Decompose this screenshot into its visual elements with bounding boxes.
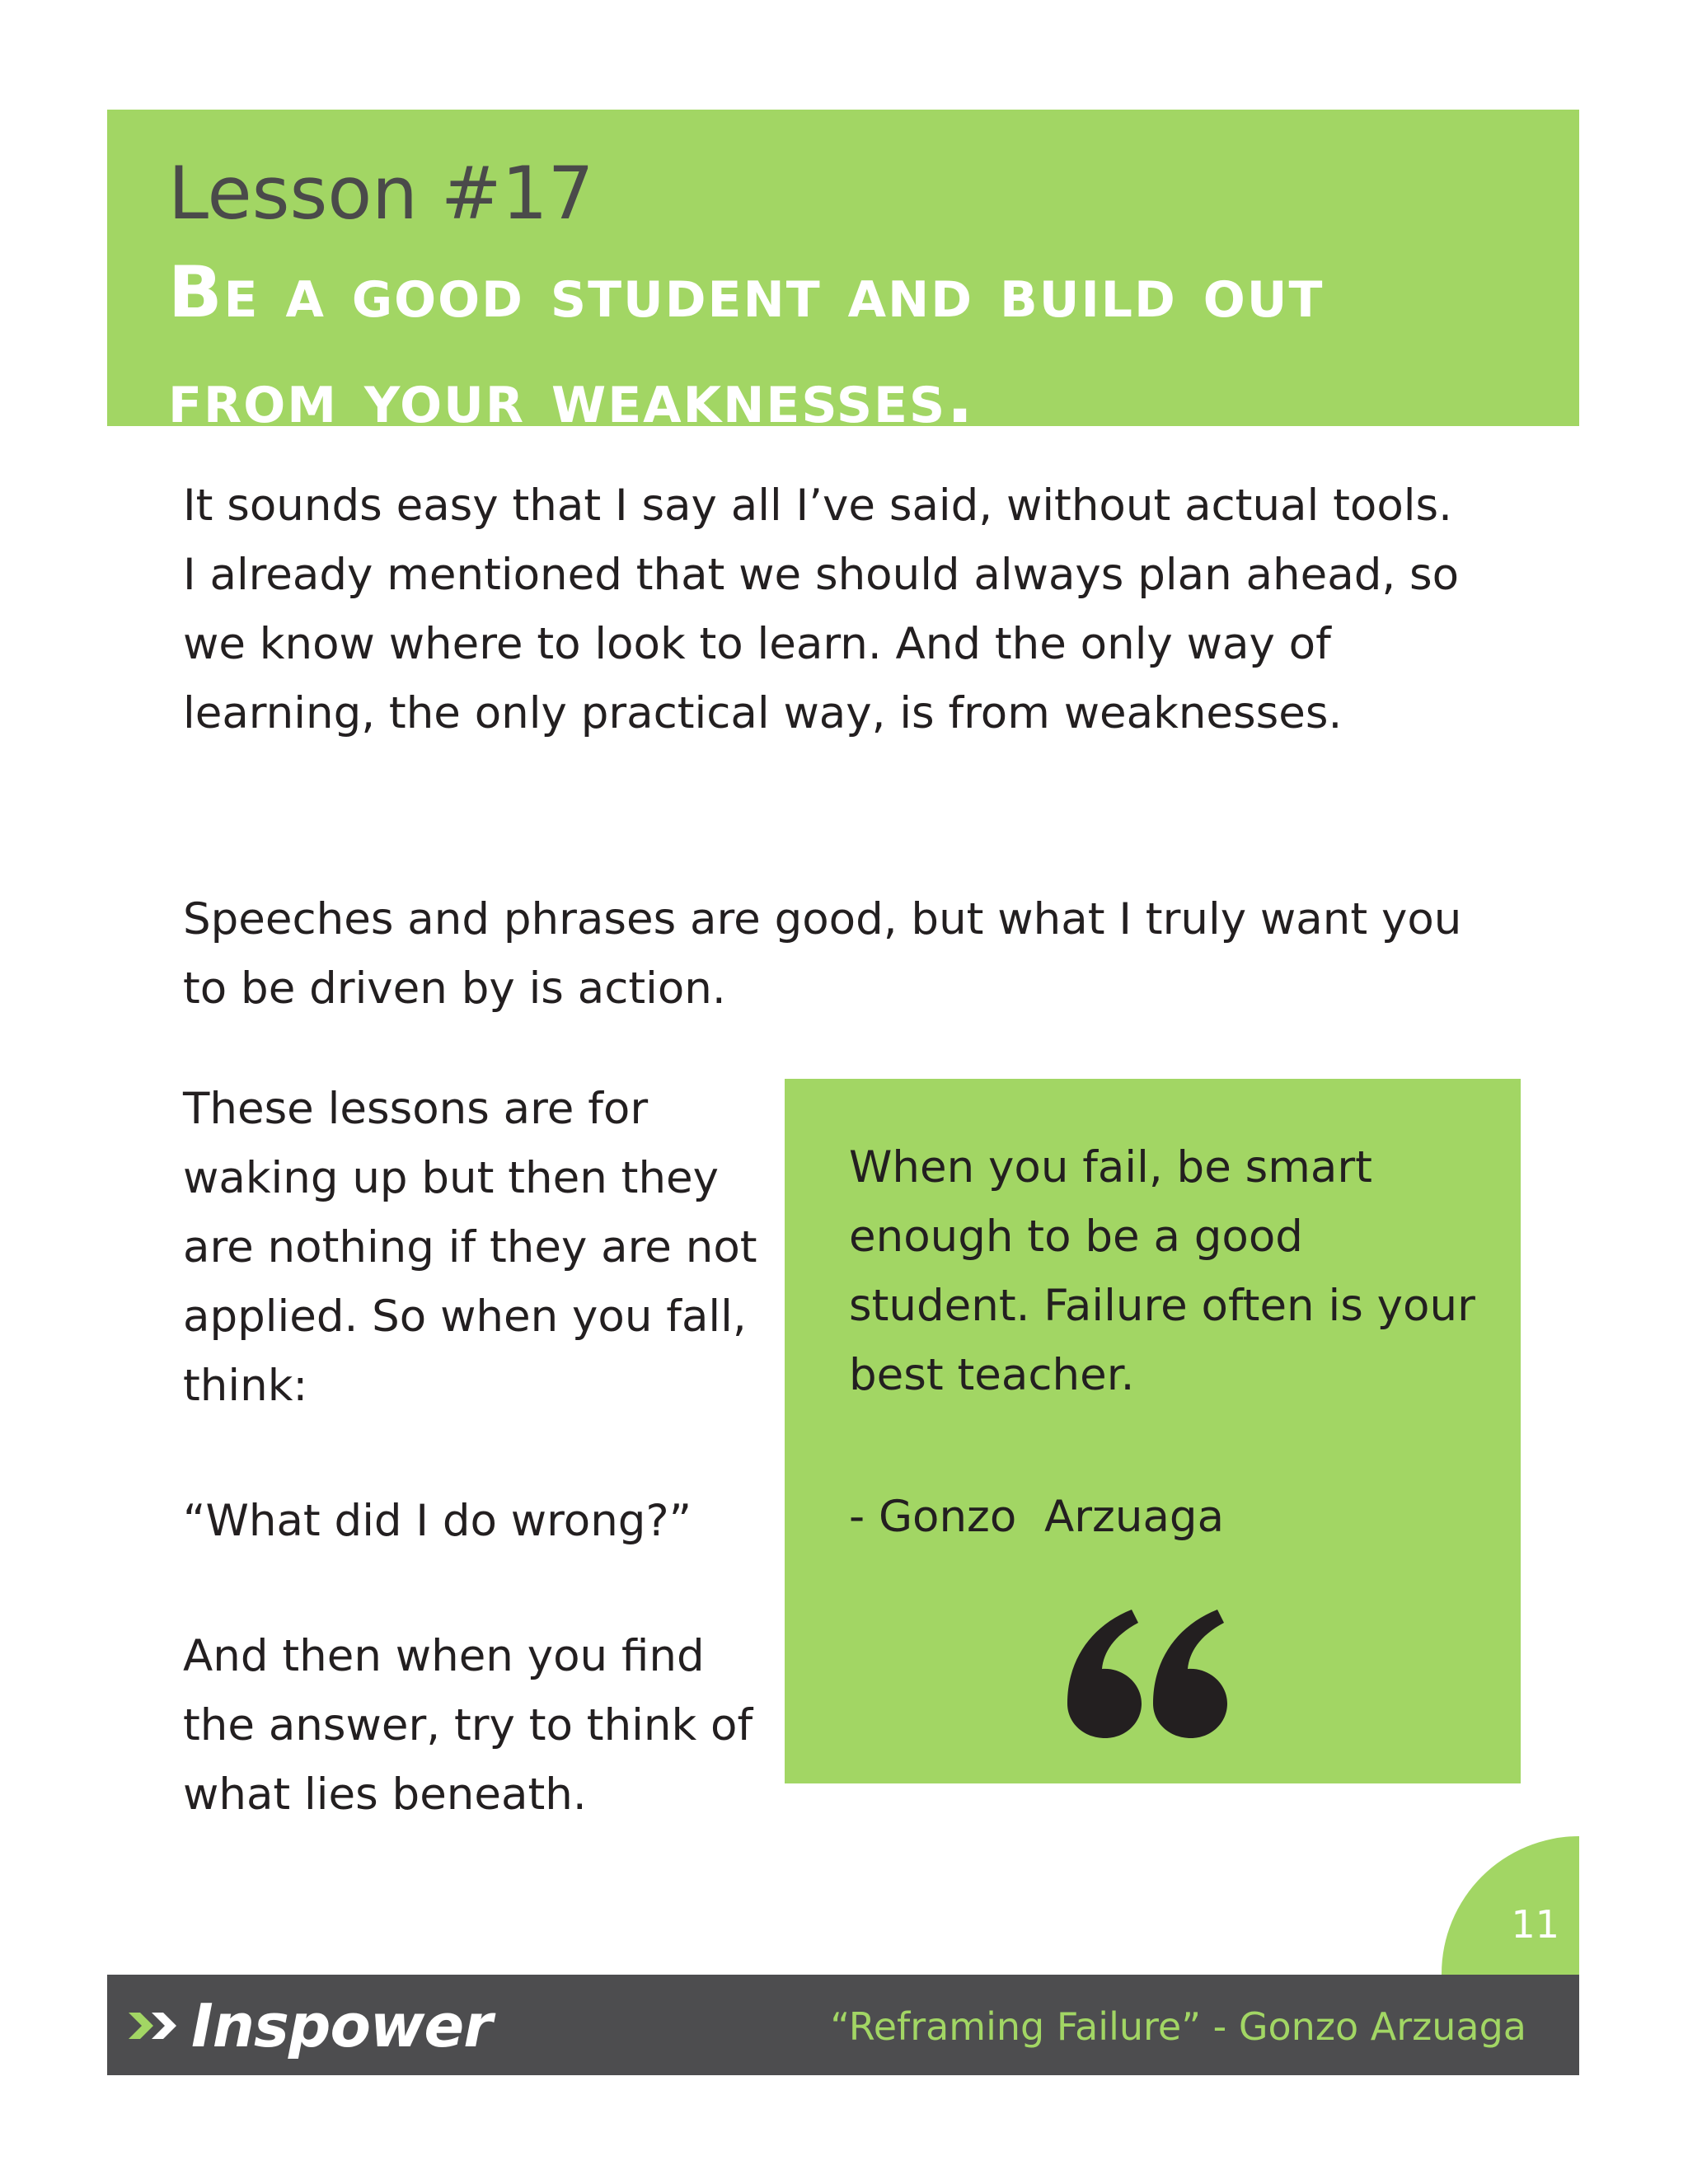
left-column-paragraph: And then when you find the answer, try to think of what lies beneath.	[183, 1631, 753, 1820]
quote-text: When you fail, be smart enough to be a good student. Failure often is your best teacher.	[849, 1142, 1475, 1400]
double-chevron-icon	[127, 2009, 188, 2042]
quotation-mark-icon	[1061, 1606, 1234, 1738]
lesson-number: Lesson #17	[168, 151, 594, 236]
page-number: 11	[1511, 1902, 1559, 1947]
intro-paragraph: It sounds easy that I say all I’ve said, without actual tools. I already mentioned that we should always plan ahead, so we know where to look to learn. And the only way of learning, the only practical way, is from weaknesses.	[183, 480, 1460, 738]
inspower-logo	[127, 1991, 492, 2060]
lesson-header	[107, 110, 1579, 439]
left-column	[183, 1075, 776, 1830]
logo-text: Inspower	[191, 1991, 492, 2060]
footer-bar	[107, 1975, 1579, 2075]
left-column-paragraph: These lessons are for waking up but then they are nothing if they are not applied. So when you fall, think:	[183, 1084, 757, 1411]
action-paragraph: Speeches and phrases are good, but what I truly want you to be driven by is action.	[183, 894, 1462, 1014]
page-number-tab	[1442, 1836, 1579, 1975]
footer-caption: “Reframing Failure” - Gonzo Arzuaga	[830, 2004, 1526, 2049]
quote-box	[785, 1079, 1521, 1783]
left-column-question: “What did I do wrong?”	[183, 1496, 692, 1546]
quote-author: - Gonzo Arzuaga	[849, 1492, 1225, 1542]
lesson-title: Be a good student and build out from your weaknesses.	[168, 251, 1325, 439]
